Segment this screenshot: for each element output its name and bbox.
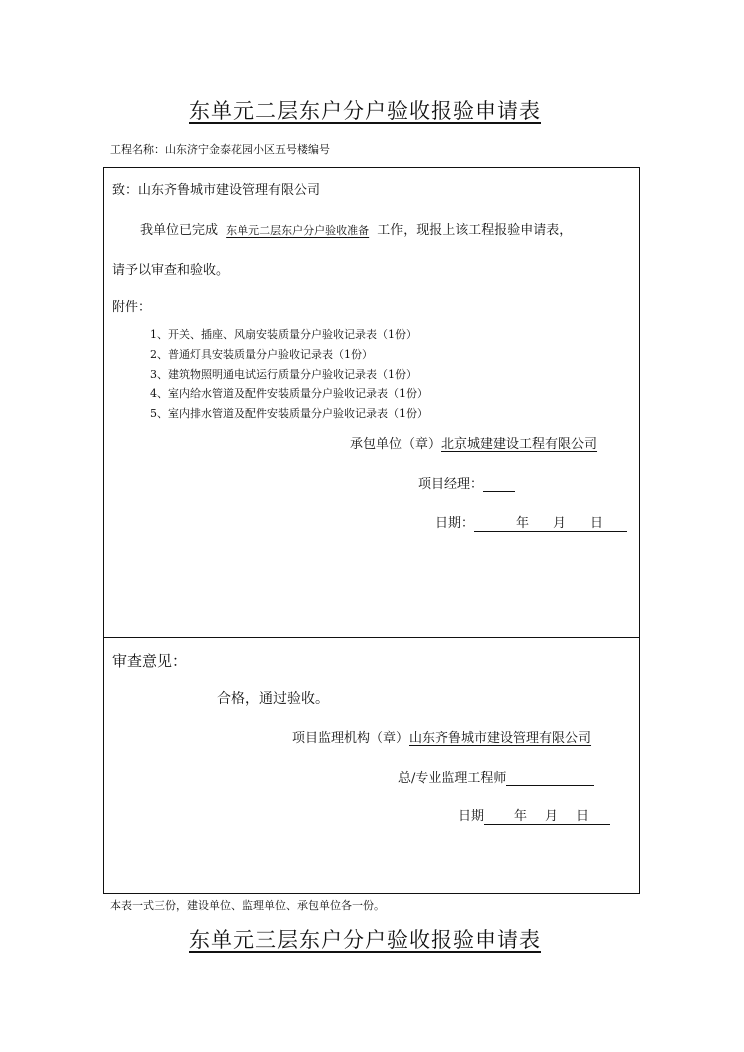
engineer-label: 总/专业监理工程师 xyxy=(398,771,507,786)
manager-row xyxy=(418,473,515,492)
form-title: 东单元二层东户分户验收报验申请表 xyxy=(189,99,541,123)
attachment-item-5: 5、室内排水管道及配件安装质量分户验收记录表（1份） xyxy=(150,407,428,420)
year-label-2: 年 xyxy=(514,809,528,824)
date-field-2 xyxy=(484,805,610,825)
manager-label: 项目经理： xyxy=(418,477,484,492)
review-text: 合格，通过验收。 xyxy=(217,691,329,707)
month-label-2: 月 xyxy=(545,809,559,824)
addressee-line: 致：山东齐鲁城市建设管理有限公司 xyxy=(112,183,321,198)
date-field-1 xyxy=(474,512,627,532)
supervisor-value: 山东齐鲁城市建设管理有限公司 xyxy=(409,731,592,746)
date-row-2 xyxy=(458,805,610,825)
attachment-item-3: 3、建筑物照明通电试运行质量分户验收记录表（1份） xyxy=(150,368,417,381)
date-label-2: 日期 xyxy=(458,809,485,824)
review-label: 审查意见： xyxy=(112,652,188,670)
next-form-title: 东单元三层东户分户验收报验申请表 xyxy=(189,928,541,952)
attachment-item-1: 1、开关、插座、风扇安装质量分户验收记录表（1份） xyxy=(150,328,417,341)
footnote: 本表一式三份，建设单位、监理单位、承包单位各一份。 xyxy=(110,899,385,912)
engineer-signature-field xyxy=(506,771,594,786)
manager-signature-field xyxy=(483,477,515,492)
month-label-1: 月 xyxy=(553,516,567,531)
statement-line-1 xyxy=(140,219,572,238)
attachment-item-4: 4、室内给水管道及配件安装质量分户验收记录表（1份） xyxy=(150,387,428,400)
project-name-value: 山东济宁金泰花园小区五号楼编号 xyxy=(165,143,330,156)
contractor-label: 承包单位（章） xyxy=(350,437,442,452)
attachments-label: 附件： xyxy=(112,300,152,315)
supervisor-row xyxy=(292,727,591,746)
day-label-2: 日 xyxy=(576,809,590,824)
date-row-1 xyxy=(435,512,627,532)
statement-before: 我单位已完成 xyxy=(140,223,219,238)
project-name-row xyxy=(110,141,330,157)
statement-after: 工作，现报上该工程报验申请表， xyxy=(377,223,573,238)
day-label-1: 日 xyxy=(590,516,604,531)
statement-line-2: 请予以审查和验收。 xyxy=(112,263,230,278)
year-label-1: 年 xyxy=(516,516,530,531)
date-label-1: 日期： xyxy=(435,516,475,531)
contractor-row xyxy=(350,433,597,452)
project-name-label: 工程名称： xyxy=(110,143,165,156)
supervisor-label: 项目监理机构（章） xyxy=(292,731,410,746)
statement-filled-field: 东单元二层东户分户验收准备 xyxy=(226,224,370,237)
contractor-value: 北京城建建设工程有限公司 xyxy=(441,437,598,452)
attachment-item-2: 2、普通灯具安装质量分户验收记录表（1份） xyxy=(150,348,373,361)
engineer-row xyxy=(398,767,594,786)
section-divider xyxy=(103,637,640,638)
